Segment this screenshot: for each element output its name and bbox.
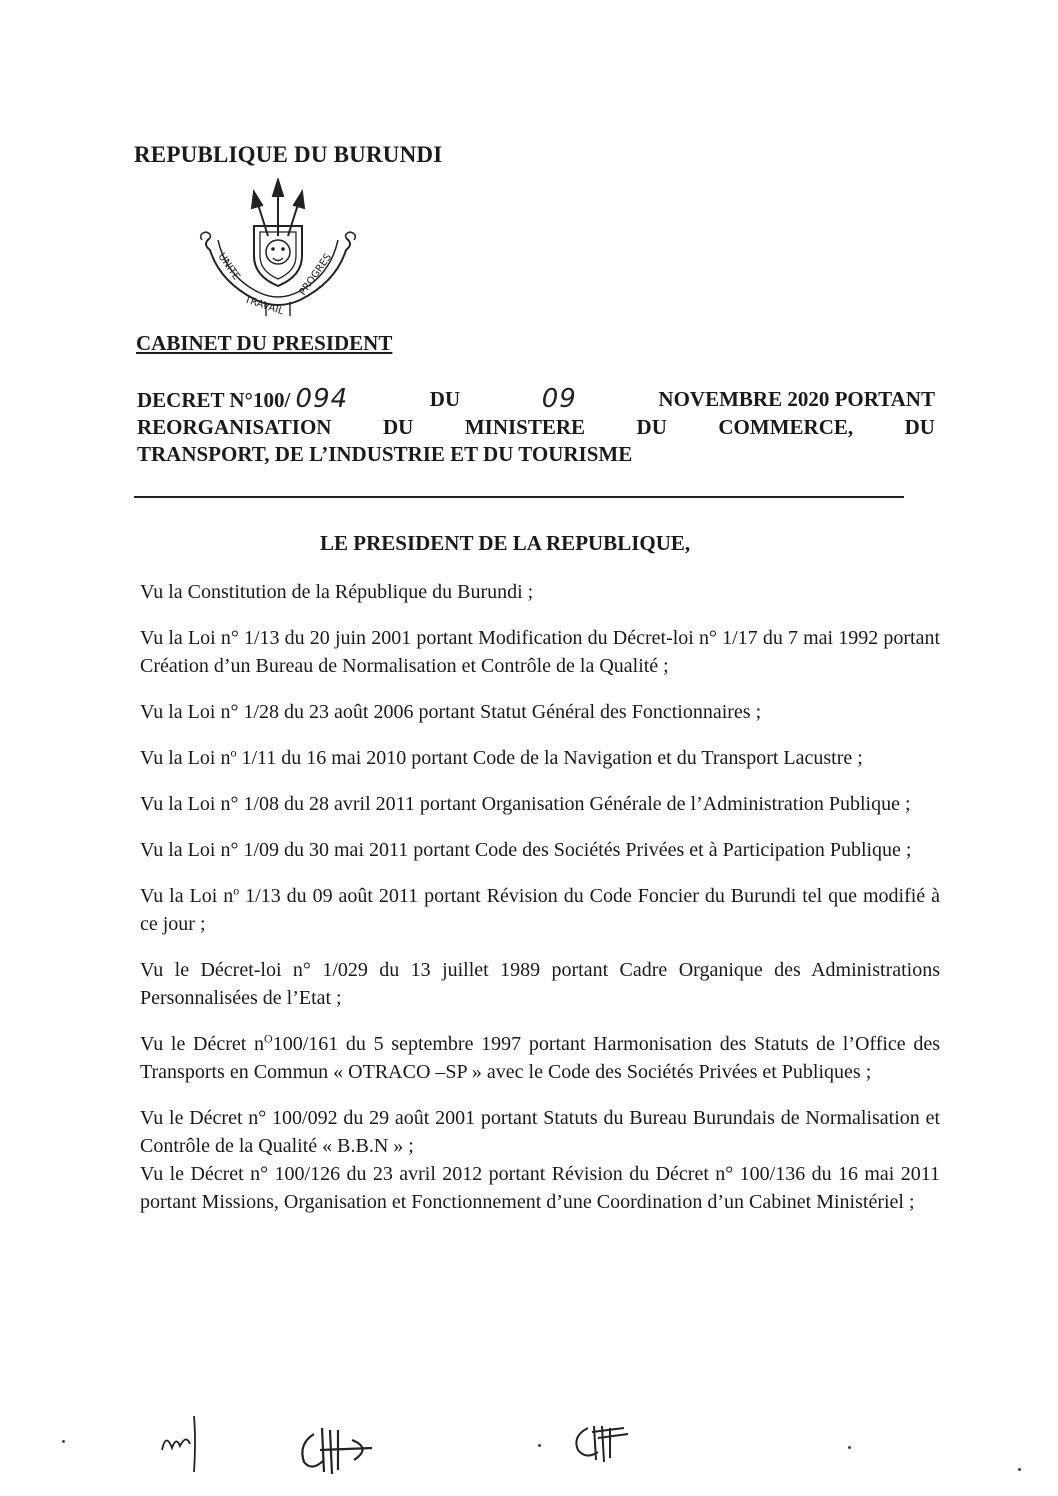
svg-text:UNITE: UNITE xyxy=(215,251,242,283)
consideration-paragraph: Vu le Décret n° 100/126 du 23 avril 2012 portant Révision du Décret n° 100/136 du 16 mai 2011 portant Missions, Organisation et Fonctionnement d’une Coordination d’un Cabinet Ministériel ; xyxy=(140,1163,940,1213)
decree-word: DU xyxy=(904,415,935,439)
scan-speck xyxy=(538,1444,541,1447)
consideration-paragraph: Vu la Loi n° 1/09 du 30 mai 2011 portant Code des Sociétés Privées et à Participation Publique ; xyxy=(140,839,912,861)
decree-title-line-3: TRANSPORT, DE L’INDUSTRIE ET DU TOURISME xyxy=(137,442,633,466)
decree-title-line-2 xyxy=(137,414,935,441)
president-heading: LE PRESIDENT DE LA REPUBLIQUE, xyxy=(320,531,691,555)
initials-signature-2 xyxy=(292,1420,382,1480)
scan-speck xyxy=(848,1446,851,1449)
consideration-paragraph: Vu le Décret $n^O100/161$ du 5 septembre 1997 portant Harmonisation des Statuts de l’Office des Transports en Commun « OTRACO –SP » avec le Code des Sociétés Privées et Publiques ; xyxy=(140,1031,941,1083)
decree-prefix: DECRET N°100/ xyxy=(137,388,291,412)
decree-number-handwritten: 094 xyxy=(295,384,349,414)
consideration-paragraph: Vu la Constitution de la République du Burundi ; xyxy=(140,581,534,603)
consideration-paragraph: Vu la Loi n° 1/08 du 28 avril 2011 portant Organisation Générale de l’Administration Publique ; xyxy=(140,793,911,815)
decree-word: MINISTERE xyxy=(464,415,586,439)
consideration-paragraph: Vu la Loi n° 1/13 du 20 juin 2001 portant Modification du Décret-loi n° 1/17 du 7 mai 1992 portant Création d’un Bureau de Normalisation et Contrôle de la Qualité ; xyxy=(140,627,940,677)
decree-title-rest: NOVEMBRE 2020 PORTANT xyxy=(658,387,935,411)
decree-word: REORGANISATION xyxy=(137,415,332,439)
considerations-list xyxy=(140,578,940,1234)
cabinet-heading: CABINET DU PRESIDENT xyxy=(136,331,393,355)
decree-word: DU xyxy=(382,415,414,439)
scan-speck xyxy=(1018,1468,1021,1471)
consideration-paragraph: Vu le Décret-loi n° 1/029 du 13 juillet 1989 portant Cadre Organique des Administrations Personnalisées de l’Etat ; xyxy=(140,959,940,1009)
svg-text:TRAVAIL: TRAVAIL xyxy=(243,294,285,318)
decree-title xyxy=(137,386,935,468)
republic-title: REPUBLIQUE DU BURUNDI xyxy=(134,142,443,167)
decree-word: DU xyxy=(636,415,667,439)
decree-du: DU xyxy=(429,387,461,411)
decree-day-handwritten: 09 xyxy=(541,384,577,414)
scan-speck xyxy=(62,1440,65,1443)
decree-word: COMMERCE, xyxy=(718,415,854,439)
consideration-paragraph: Vu le Décret n° 100/092 du 29 août 2001 portant Statuts du Bureau Burundais de Normalisation et Contrôle de la Qualité « B.B.N » ; xyxy=(140,1107,940,1157)
consideration-paragraph: Vu la Loi $n^o$ 1/11 du 16 mai 2010 portant Code de la Navigation et du Transport Lacustre ; xyxy=(140,745,863,769)
title-divider xyxy=(134,496,904,498)
decree-title-line-1 xyxy=(137,386,935,414)
initials-signature-1 xyxy=(150,1410,220,1480)
initials-signature-3 xyxy=(568,1418,638,1468)
consideration-paragraph: Vu la Loi $n^o$ 1/13 du 09 août 2011 portant Révision du Code Foncier du Burundi tel que modifié à ce jour ; xyxy=(140,883,940,935)
national-emblem-icon xyxy=(196,178,361,328)
consideration-paragraph: Vu la Loi n° 1/28 du 23 août 2006 portant Statut Général des Fonctionnaires ; xyxy=(140,701,762,723)
svg-text:PROGRES: PROGRES xyxy=(297,251,335,298)
